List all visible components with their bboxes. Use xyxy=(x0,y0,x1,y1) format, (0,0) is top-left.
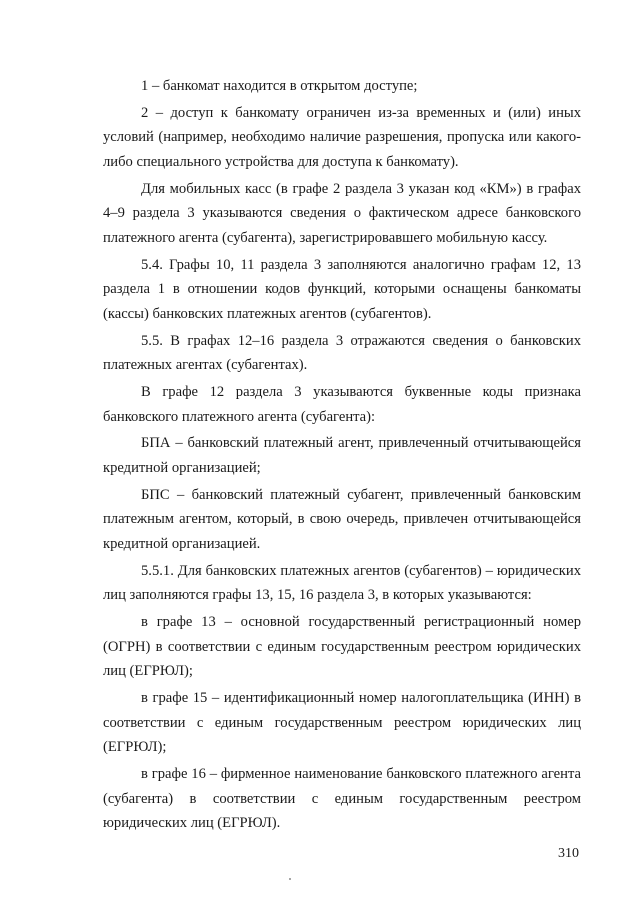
paragraph-item-1-open-access: 1 – банкомат находится в открытом доступе; xyxy=(141,78,418,94)
paragraph-mobile-cash-desks: Для мобильных касс (в графе 2 раздела 3 указан код «КМ») в графах 4–9 раздела 3 указываются сведения о фактическом адресе банковского платежного агента (субагента), зарегистрировавшего мобильную кассу. xyxy=(103,180,581,246)
document-body xyxy=(103,74,581,838)
paragraph-column-13-ogrn: в графе 13 – основной государственный регистрационный номер (ОГРН) в соответствии с единым государственным реестром юридических лиц (ЕГРЮЛ); xyxy=(103,614,581,680)
page-number: 310 xyxy=(558,846,579,861)
paragraph-5-4: 5.4. Графы 10, 11 раздела 3 заполняются аналогично графам 12, 13 раздела 1 в отношении кодов функций, которыми оснащены банкоматы (кассы) банковских платежных агентов (субагентов). xyxy=(103,256,581,322)
paragraph-5-5-1: 5.5.1. Для банковских платежных агентов (субагентов) – юридических лиц заполняются графы 13, 15, 16 раздела 3, в которых указываются: xyxy=(103,562,581,604)
paragraph-code-bpa: БПА – банковский платежный агент, привлеченный отчитывающейся кредитной организацией; xyxy=(103,435,581,477)
paragraph-column-16-name: в графе 16 – фирменное наименование банковского платежного агента (субагента) в соответствии с единым государственным реестром юридических лиц (ЕГРЮЛ). xyxy=(103,766,581,832)
paragraph-5-5: 5.5. В графах 12–16 раздела 3 отражаются сведения о банковских платежных агентах (субагентах). xyxy=(103,332,581,374)
paragraph-column-15-inn: в графе 15 – идентификационный номер налогоплательщика (ИНН) в соответствии с единым государственным реестром юридических лиц (ЕГРЮЛ); xyxy=(103,690,581,756)
paragraph-item-2-restricted-access: 2 – доступ к банкомату ограничен из-за временных и (или) иных условий (например, необходимо наличие разрешения, пропуска или какого-либо специального устройства для доступа к банкомату). xyxy=(103,104,581,170)
scan-speck xyxy=(289,878,291,880)
paragraph-code-bps: БПС – банковский платежный субагент, привлеченный банковским платежным агентом, который, в свою очередь, привлечен отчитывающейся кредитной организацией. xyxy=(103,486,581,552)
paragraph-column-12-codes: В графе 12 раздела 3 указываются буквенные коды признака банковского платежного агента (субагента): xyxy=(103,384,581,425)
